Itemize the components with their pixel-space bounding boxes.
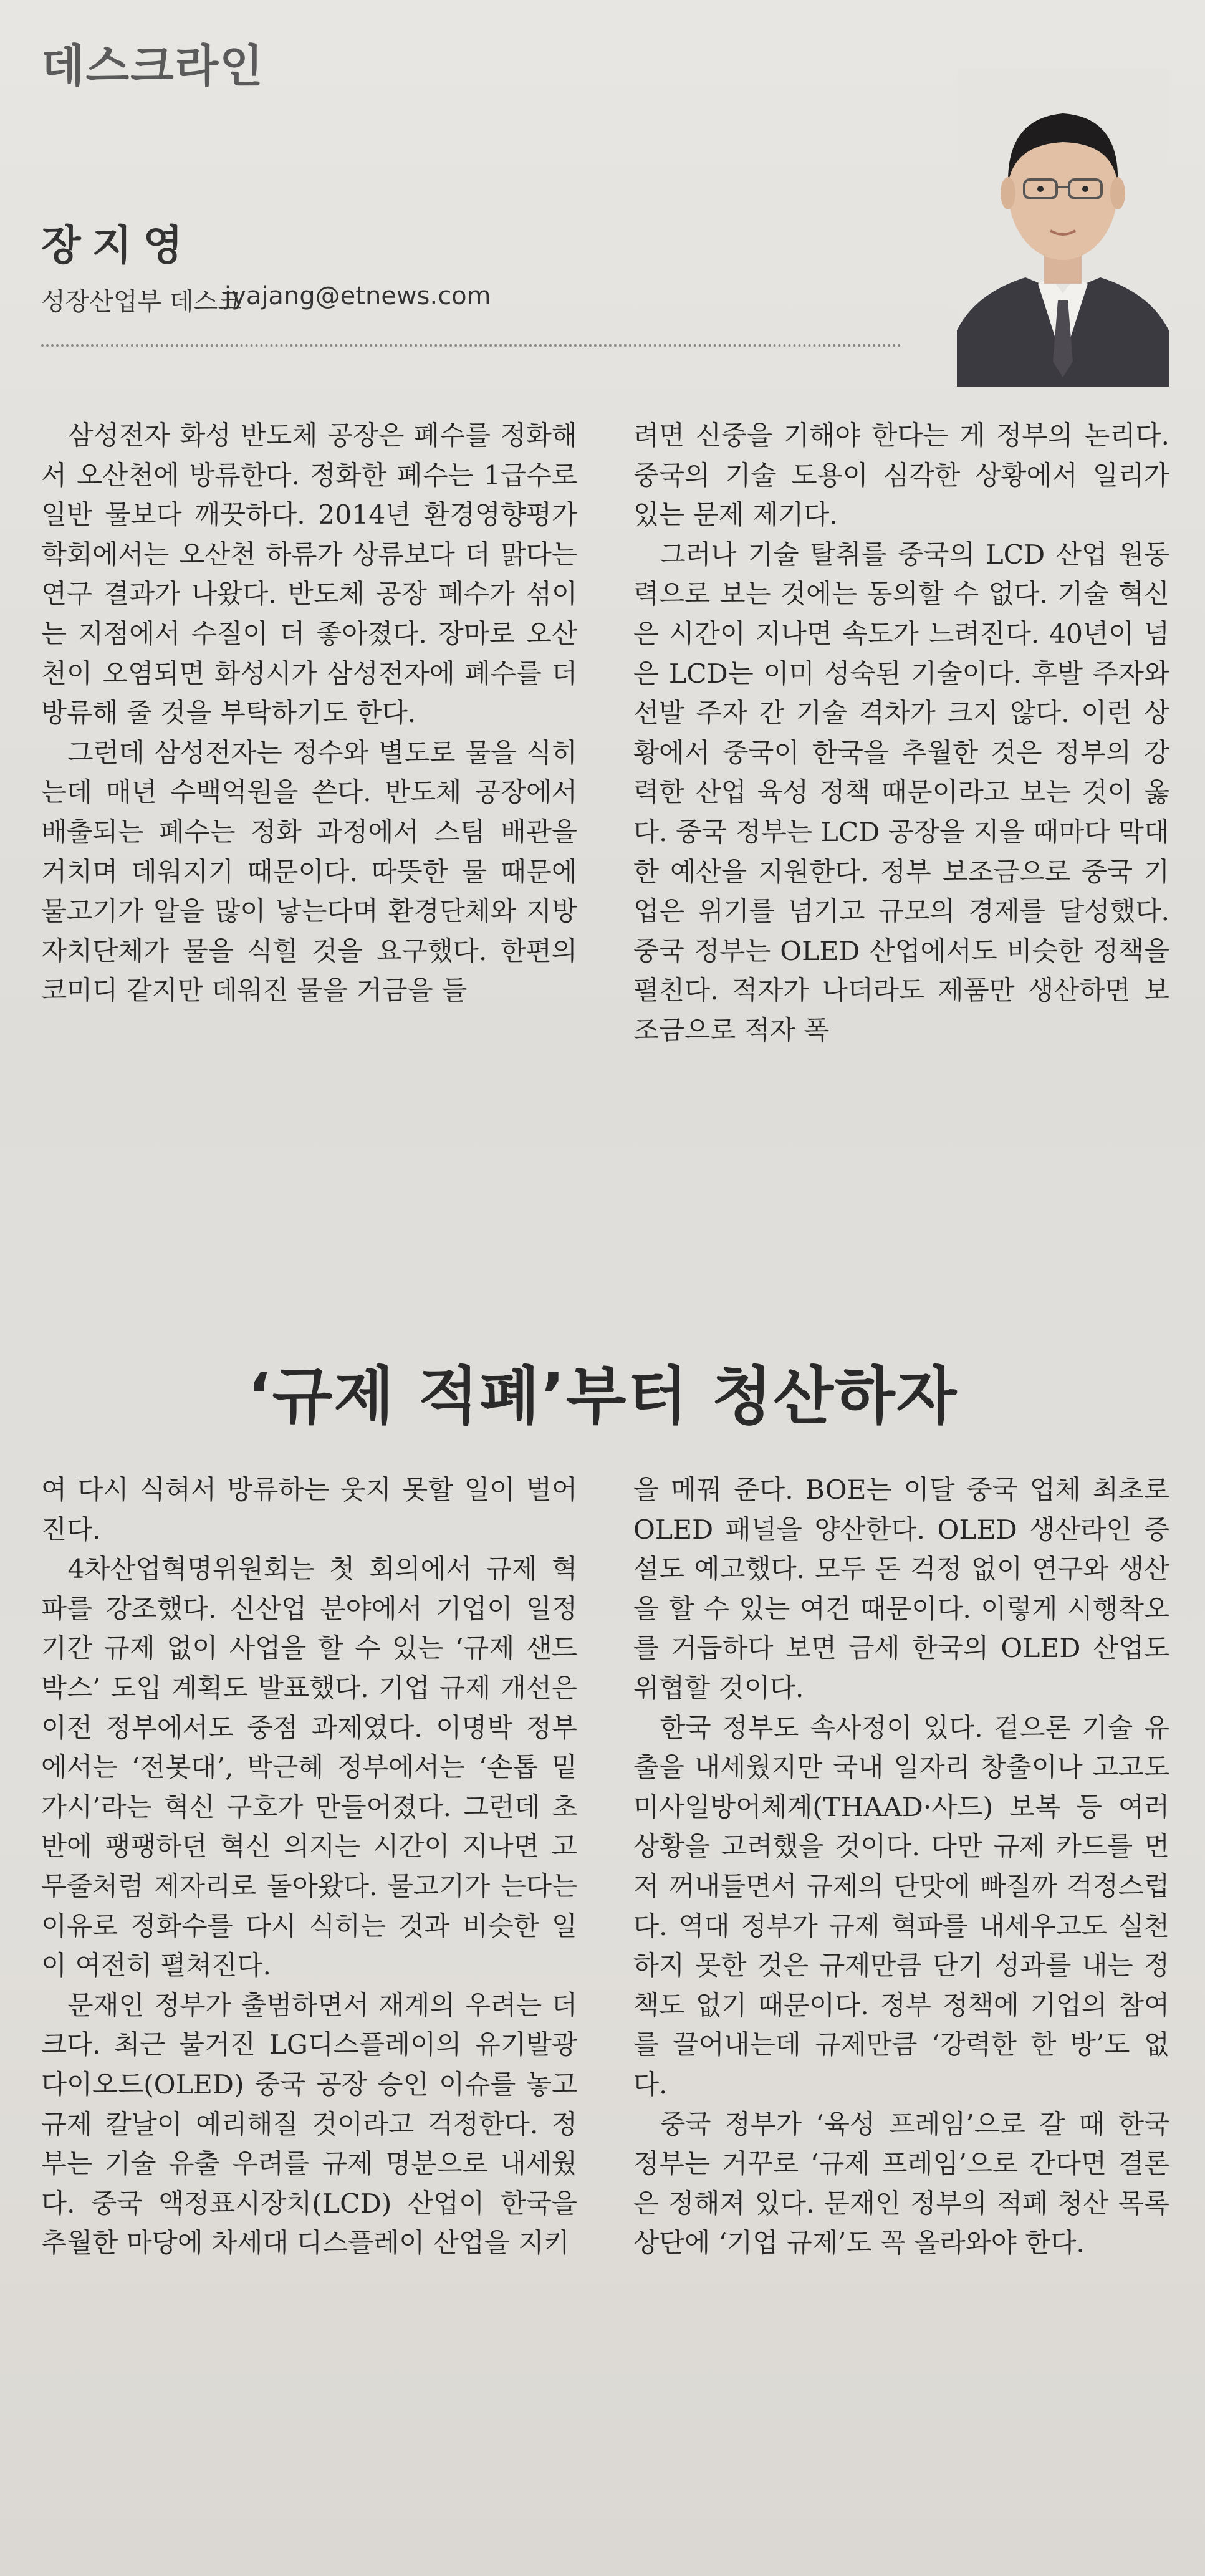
article-column-top-left <box>41 416 577 1011</box>
article-paragraph: 을 메꿔 준다. BOE는 이달 중국 업체 최초로 OLED 패널을 양산한다. OLED 생산라인 증설도 예고했다. 모두 돈 걱정 없이 연구와 생산을 할 수 있는 여건 때문이다. 이렇게 시행착오를 거듭하다 보면 금세 한국의 OLED 산업도 위협할 것이다. <box>633 1475 1169 1704</box>
article-paragraph: 문재인 정부가 출범하면서 재계의 우려는 더 크다. 최근 불거진 LG디스플레이의 유기발광다이오드(OLED) 중국 공장 승인 이슈를 놓고 규제 칼날이 예리해질 것이라고 걱정한다. 정부는 기술 유출 우려를 규제 명분으로 내세웠다. 중국 액정표시장치(LCD) 산업이 한국을 추월한 마당에 차세대 디스플레이 산업을 지키 <box>41 1990 577 2259</box>
author-name: 장지영 <box>41 221 194 269</box>
article-paragraph: 4차산업혁명위원회는 첫 회의에서 규제 혁파를 강조했다. 신산업 분야에서 기업이 일정 기간 규제 없이 사업을 할 수 있는 ‘규제 샌드박스’ 도입 계획도 발표했다. 기업 규제 개선은 이전 정부에서도 중점 과제였다. 이명박 정부에서는 ‘전봇대’, 박근혜 정부에서는 ‘손톱 밑 가시’라는 혁신 구호가 만들어졌다. 그런데 초반에 팽팽하던 혁신 의지는 시간이 지나면 고무줄처럼 제자리로 돌아왔다. 물고기가 는다는 이유로 정화수를 다시 식히는 것과 비슷한 일이 여전히 펼쳐진다. <box>41 1554 577 1982</box>
article-headline: ‘규제 적폐’부터 청산하자 <box>247 1360 958 1433</box>
article-paragraph: 삼성전자 화성 반도체 공장은 폐수를 정화해서 오산천에 방류한다. 정화한 폐수는 1급수로 일반 물보다 깨끗하다. 2014년 환경영향평가학회에서는 오산천 하류가 상류보다 더 맑다는 연구 결과가 나왔다. 반도체 공장 폐수가 섞이는 지점에서 수질이 더 좋아졌다. 장마로 오산천이 오염되면 화성시가 삼성전자에 폐수를 더 방류해 줄 것을 부탁하기도 한다. <box>41 421 577 729</box>
header-divider <box>41 344 901 347</box>
article-paragraph: 그런데 삼성전자는 정수와 별도로 물을 식히는데 매년 수백억원을 쓴다. 반도체 공장에서 배출되는 폐수는 정화 과정에서 스팀 배관을 거치며 데워지기 때문이다. 따뜻한 물 때문에 물고기가 알을 많이 낳는다며 환경단체와 지방자치단체가 물을 식힐 것을 요구했다. 한편의 코미디 같지만 데워진 물을 거금을 들 <box>41 738 577 1007</box>
article-paragraph: 려면 신중을 기해야 한다는 게 정부의 논리다. 중국의 기술 도용이 심각한 상황에서 일리가 있는 문제 제기다. <box>633 421 1169 531</box>
article-paragraph: 여 다시 식혀서 방류하는 웃지 못할 일이 벌어진다. <box>41 1475 577 1545</box>
article-column-bottom-left <box>41 1471 577 2264</box>
author-email: jyajang@etnews.com <box>224 282 491 310</box>
article-column-bottom-right <box>633 1471 1169 2264</box>
article-paragraph: 중국 정부가 ‘육성 프레임’으로 갈 때 한국 정부는 거꾸로 ‘규제 프레임’으로 간다면 결론은 정해져 있다. 문재인 정부의 적폐 청산 목록 상단에 ‘기업 규제’도 꼭 올라와야 한다. <box>633 2109 1169 2259</box>
article-paragraph: 그러나 기술 탈취를 중국의 LCD 산업 원동력으로 보는 것에는 동의할 수 없다. 기술 혁신은 시간이 지나면 속도가 느려진다. 40년이 넘은 LCD는 이미 성숙된 기술이다. 후발 주자와 선발 주자 간 기술 격차가 크지 않다. 이런 상황에서 중국이 한국을 추월한 것은 정부의 강력한 산업 육성 정책 때문이라고 보는 것이 옳다. 중국 정부는 LCD 공장을 지을 때마다 막대한 예산을 지원한다. 정부 보조금으로 중국 기업은 위기를 넘기고 규모의 경제를 달성했다. 중국 정부는 OLED 산업에서도 비슷한 정책을 펼친다. 적자가 나더라도 제품만 생산하면 보조금으로 적자 폭 <box>633 539 1169 1046</box>
author-portrait <box>957 69 1169 387</box>
column-section-tag: 데스크라인 <box>41 40 264 92</box>
article-column-top-right <box>633 416 1169 1051</box>
article-paragraph: 한국 정부도 속사정이 있다. 겉으론 기술 유출을 내세웠지만 국내 일자리 창출이나 고고도미사일방어체계(THAAD·사드) 보복 등 여러 상황을 고려했을 것이다. 다만 규제 카드를 먼저 꺼내들면서 규제의 단맛에 빠질까 걱정스럽다. 역대 정부가 규제 혁파를 내세우고도 실천하지 못한 것은 규제만큼 단기 성과를 내는 정책도 없기 때문이다. 정부 정책에 기업의 참여를 끌어내는데 규제만큼 ‘강력한 한 방’도 없다. <box>633 1713 1169 2100</box>
author-department: 성장산업부 데스크 <box>41 287 242 316</box>
